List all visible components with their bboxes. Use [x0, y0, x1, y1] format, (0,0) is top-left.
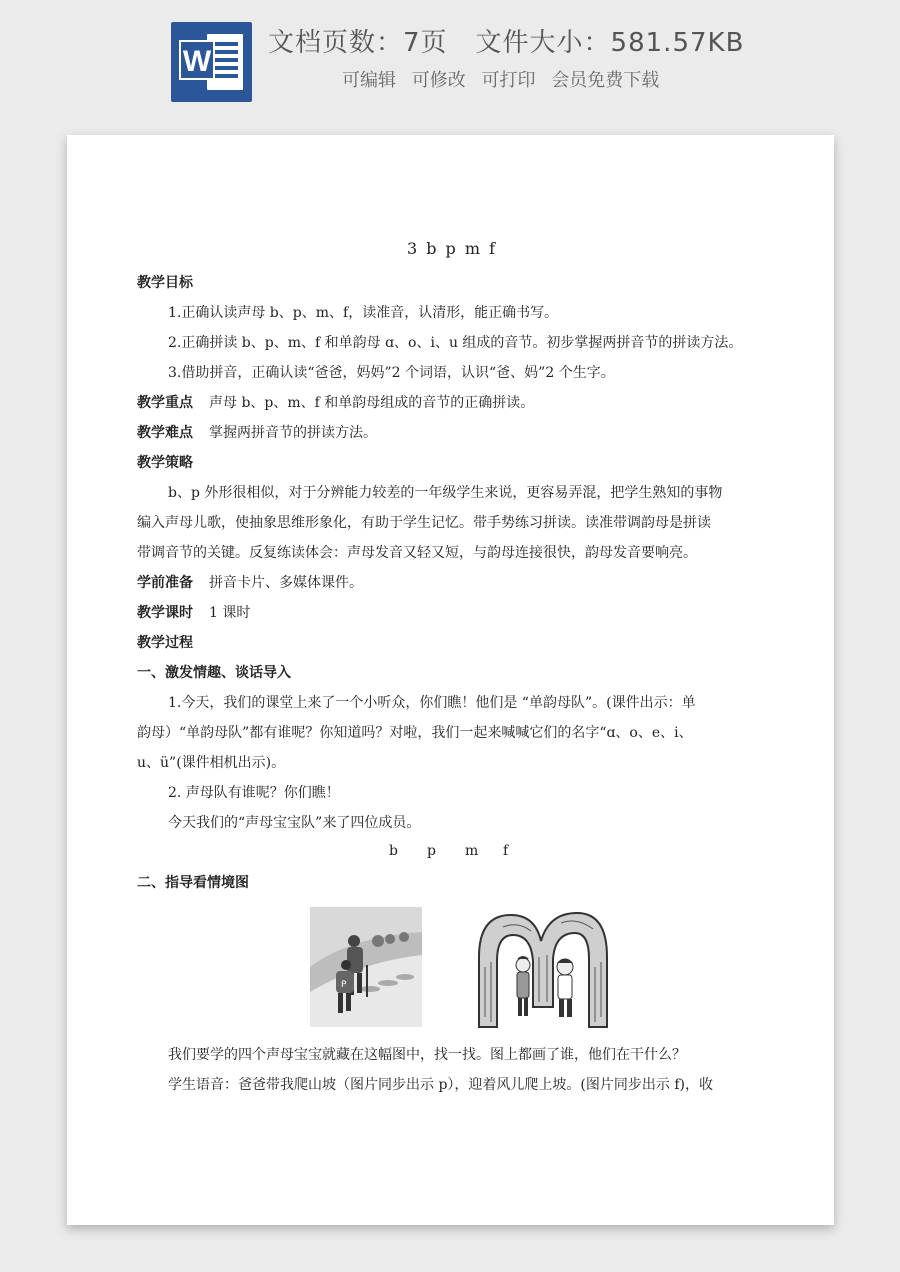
- class-hours-text: 1 课时: [209, 605, 251, 621]
- letter-p: p: [427, 843, 436, 859]
- section-strategy: 教学策略: [137, 455, 193, 471]
- difficult-points: [137, 423, 767, 443]
- difficult-points-label: 教学难点: [137, 425, 193, 441]
- header: [0, 0, 900, 120]
- shirt-letter-p: P: [341, 980, 347, 990]
- letter-b: b: [389, 843, 398, 859]
- class-hours: [137, 603, 767, 623]
- preparation: [137, 573, 767, 593]
- page-count: 文档页数：7页: [268, 28, 448, 58]
- part-2-line-2: 学生语音：爸爸带我爬山坡（图片同步出示 p），迎着风儿爬上坡。(图片同步出示 f)，收: [168, 1077, 713, 1093]
- goal-1: 1.正确认读声母 b、p、m、f，读准音，认清形，能正确书写。: [168, 305, 559, 321]
- part-2-line-1: 我们要学的四个声母宝宝就藏在这幅图中，找一找。图上都画了谁，他们在干什么？: [168, 1047, 686, 1063]
- part-1-line-3: u、ü”(课件相机出示)。: [137, 755, 286, 771]
- strategy-line-1: b、p 外形很相似，对于分辨能力较差的一年级学生来说，更容易弄混，把学生熟知的事物: [168, 485, 723, 501]
- preparation-text: 拼音卡片、多媒体课件。: [209, 575, 363, 591]
- section-teaching-goals: 教学目标: [137, 275, 193, 291]
- feature-editable: 可编辑: [342, 70, 396, 91]
- part-1-line-4: 2. 声母队有谁呢？你们瞧！: [168, 785, 340, 801]
- feature-modifiable: 可修改: [411, 70, 466, 91]
- letter-f: f: [503, 843, 509, 859]
- key-points-label: 教学重点: [137, 395, 193, 411]
- strategy-line-3: 带调音节的关键。反复练读体会：声母发音又轻又短，与韵母连接很快，韵母发音要响亮。: [137, 545, 697, 561]
- tree-arch-image: [473, 907, 613, 1029]
- key-points: [137, 393, 767, 413]
- doc-title: 3 b p m f: [406, 239, 498, 258]
- consonant-letters: [389, 843, 529, 859]
- goal-3: 3.借助拼音，正确认读“爸爸，妈妈”2 个词语，认识“爸、妈”2 个生字。: [168, 365, 615, 381]
- feature-list: [342, 66, 669, 92]
- key-points-text: 声母 b、p、m、f 和单韵母组成的音节的正确拼读。: [209, 395, 535, 411]
- feature-member-download: 会员免费下载: [551, 70, 660, 91]
- hill-climb-image: [310, 907, 422, 1027]
- tree-arch-illustration: [473, 907, 613, 1029]
- goal-2: 2.正确拼读 b、p、m、f 和单韵母 ɑ、o、i、u 组成的音节。初步掌握两拼音节的拼读方法。: [168, 335, 743, 351]
- difficult-points-text: 掌握两拼音节的拼读方法。: [209, 425, 377, 441]
- part-1-line-2: 韵母）“单韵母队”都有谁呢？你知道吗？对啦，我们一起来喊喊它们的名字“ɑ、o、e、i、: [137, 725, 693, 741]
- feature-printable: 可打印: [481, 70, 536, 91]
- section-part-1: 一、激发情趣、谈话导入: [137, 665, 291, 681]
- strategy-line-2: 编入声母儿歌，使抽象思维形象化，有助于学生记忆。带手势练习拼读。读准带调韵母是拼读: [137, 515, 711, 531]
- word-icon-letter: W: [179, 40, 215, 80]
- section-part-2: 二、指导看情境图: [137, 875, 249, 891]
- class-hours-label: 教学课时: [137, 605, 193, 621]
- preparation-label: 学前准备: [137, 575, 193, 591]
- letter-m: m: [465, 843, 479, 859]
- document-page: [67, 135, 834, 1225]
- section-process: 教学过程: [137, 635, 193, 651]
- file-info: [268, 22, 744, 59]
- word-icon: [171, 22, 252, 102]
- part-1-line-5: 今天我们的“声母宝宝队”来了四位成员。: [168, 815, 421, 831]
- part-1-line-1: 1.今天，我们的课堂上来了一个小听众，你们瞧！他们是 “单韵母队”。(课件出示：单: [168, 695, 696, 711]
- hill-climb-illustration: [310, 907, 422, 1027]
- file-size: 文件大小：581.57KB: [475, 28, 745, 58]
